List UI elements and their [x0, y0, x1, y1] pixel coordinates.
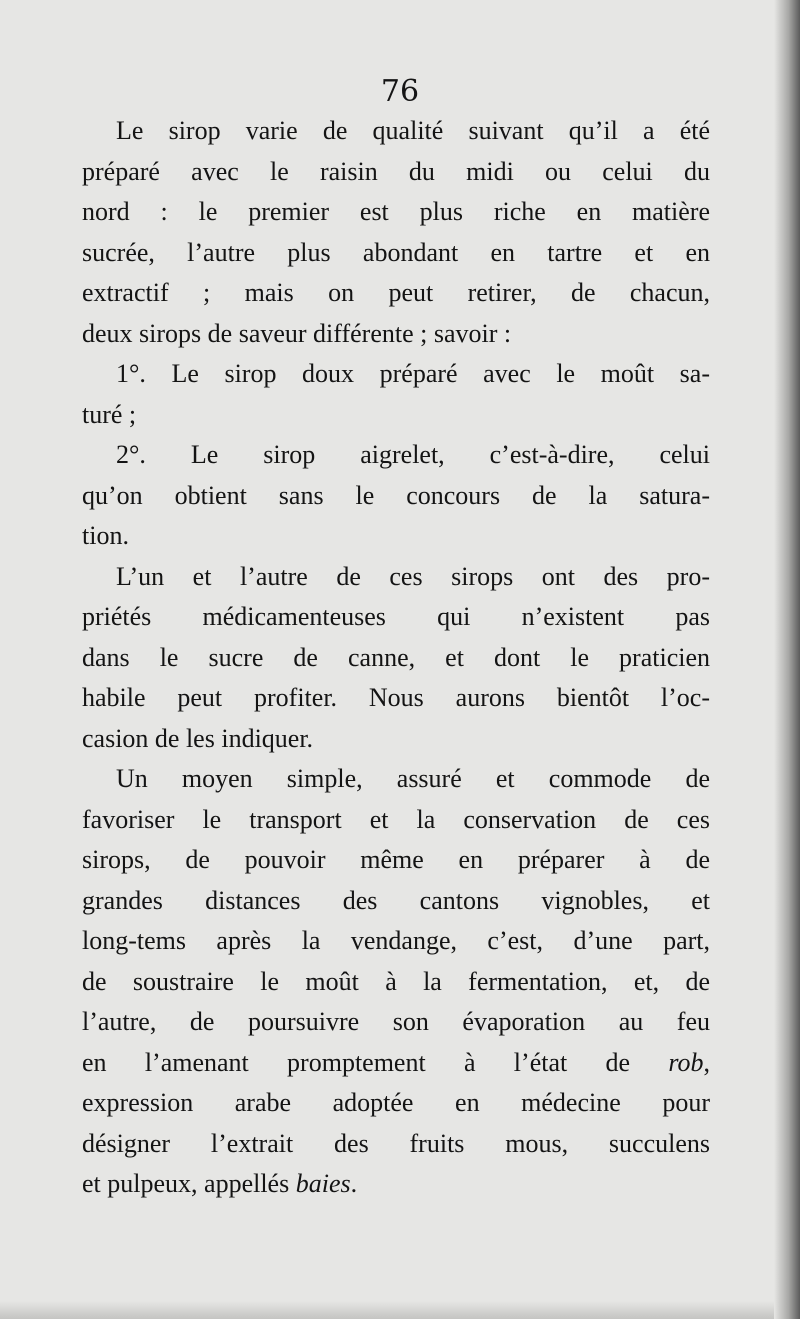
text-fragment: et pulpeux, appellés	[82, 1169, 296, 1198]
page-body-text	[82, 111, 710, 1205]
text-line-with-italic	[82, 1043, 710, 1084]
text-fragment: en l’amenant promptement à l’état de	[82, 1047, 669, 1077]
text-line: long-tems après la vendange, c’est, d’une part,	[82, 926, 710, 955]
text-line: expression arabe adoptée en médecine pour	[82, 1088, 710, 1117]
text-line: L’un et l’autre de ces sirops ont des pro-	[116, 561, 710, 591]
text-line: sirops, de pouvoir même en préparer à de	[82, 845, 710, 874]
text-line-with-italic	[82, 1164, 710, 1205]
page-number: 76	[380, 74, 420, 109]
text-line: Un moyen simple, assuré et commode de	[116, 764, 710, 793]
paragraph-4	[82, 557, 710, 760]
text-line: casion de les indiquer.	[82, 723, 314, 753]
text-line: favoriser le transport et la conservation de ces	[82, 804, 710, 834]
text-fragment: .	[350, 1169, 358, 1198]
text-line: dans le sucre de canne, et dont le praticien	[82, 642, 710, 672]
text-line: nord : le premier est plus riche en matière	[82, 197, 710, 226]
paragraph-2	[82, 354, 710, 435]
text-line: qu’on obtient sans le concours de la satura-	[82, 480, 710, 510]
text-line: 1°. Le sirop doux préparé avec le moût sa-	[116, 359, 710, 388]
text-line: habile peut profiter. Nous aurons bientôt l’oc-	[82, 683, 710, 712]
italic-term: baies	[295, 1169, 351, 1198]
text-line: Le sirop varie de qualité suivant qu’il a été	[116, 116, 710, 145]
text-line: deux sirops de saveur différente ; savoir :	[82, 318, 512, 348]
paragraph-3	[82, 435, 710, 557]
text-fragment: ,	[703, 1047, 710, 1077]
text-line: tion.	[82, 521, 129, 550]
text-line: l’autre, de poursuivre son évaporation au feu	[82, 1007, 710, 1036]
text-line: grandes distances des cantons vignobles, et	[82, 885, 710, 915]
text-line: désigner l’extrait des fruits mous, succulens	[82, 1128, 710, 1158]
italic-term: rob	[668, 1047, 704, 1077]
text-line: sucrée, l’autre plus abondant en tartre et en	[82, 237, 710, 267]
paragraph-1	[82, 111, 710, 354]
text-line: préparé avec le raisin du midi ou celui du	[82, 156, 710, 186]
text-line: extractif ; mais on peut retirer, de chacun,	[82, 278, 710, 307]
text-line: priétés médicamenteuses qui n’existent pas	[82, 602, 710, 631]
paragraph-5	[82, 759, 710, 1205]
text-line: turé ;	[82, 399, 137, 429]
text-line: 2°. Le sirop aigrelet, c’est-à-dire, celui	[116, 440, 710, 469]
text-line: de soustraire le moût à la fermentation, et, de	[82, 966, 710, 996]
